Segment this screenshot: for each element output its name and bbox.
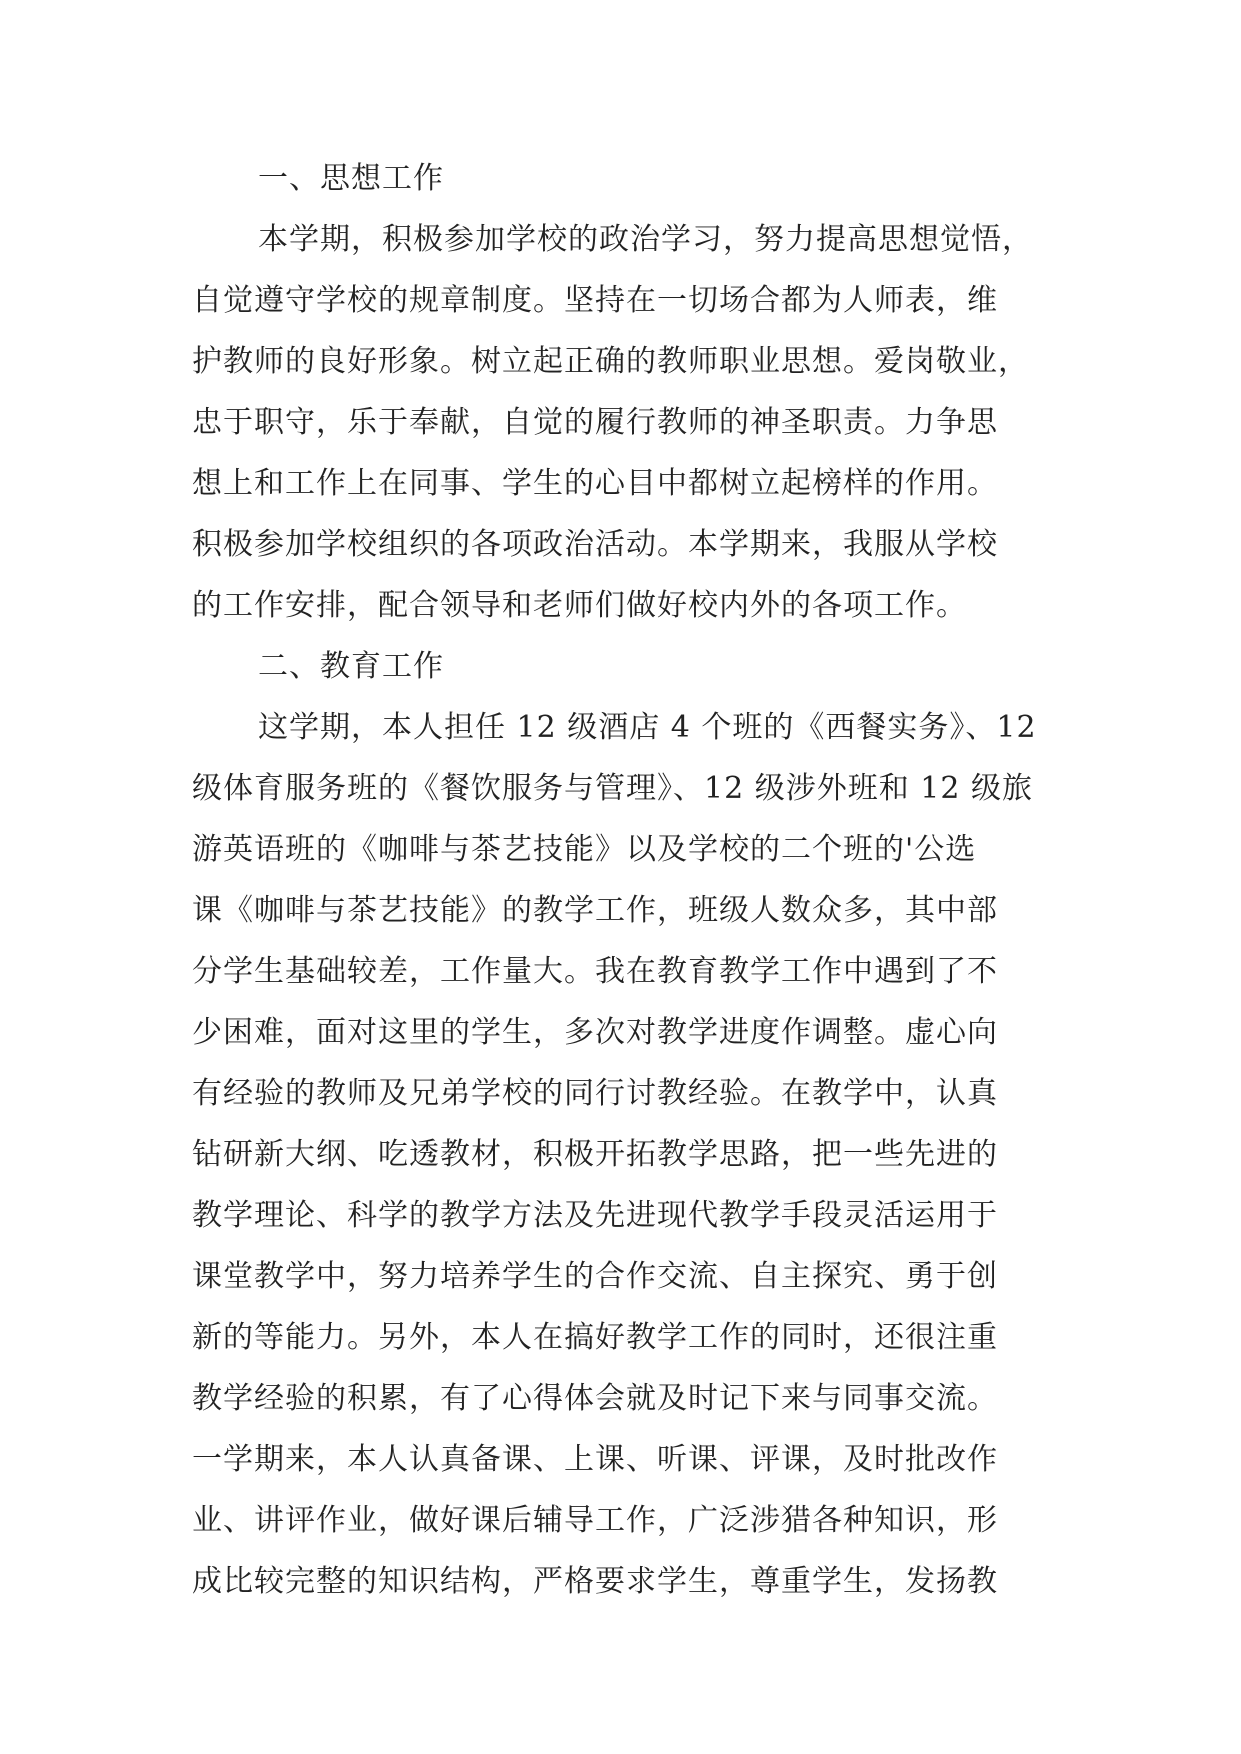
document-page <box>192 148 1052 1612</box>
paragraph-line: 有经验的教师及兄弟学校的同行讨教经验。在教学中，认真 <box>192 1076 998 1111</box>
paragraph-line: 想上和工作上在同事、学生的心目中都树立起榜样的作用。 <box>192 466 998 501</box>
paragraph-line: 业、讲评作业，做好课后辅导工作，广泛涉猎各种知识，形 <box>192 1503 998 1538</box>
section-heading: 二、教育工作 <box>258 649 444 684</box>
paragraph-line: 忠于职守，乐于奉献，自觉的履行教师的神圣职责。力争思 <box>192 405 998 440</box>
paragraph-line: 课堂教学中，努力培养学生的合作交流、自主探究、勇于创 <box>192 1259 998 1294</box>
paragraph-line: 少困难，面对这里的学生，多次对教学进度作调整。虚心向 <box>192 1015 998 1050</box>
paragraph-line: 本学期，积极参加学校的政治学习，努力提高思想觉悟， <box>258 222 1033 257</box>
paragraph-line: 一学期来，本人认真备课、上课、听课、评课，及时批改作 <box>192 1442 998 1477</box>
paragraph-line: 教学经验的积累，有了心得体会就及时记下来与同事交流。 <box>192 1381 998 1416</box>
paragraph-line: 钻研新大纲、吃透教材，积极开拓教学思路，把一些先进的 <box>192 1137 998 1172</box>
paragraph-line: 新的等能力。另外，本人在搞好教学工作的同时，还很注重 <box>192 1320 998 1355</box>
paragraph-line: 的工作安排，配合领导和老师们做好校内外的各项工作。 <box>192 588 967 623</box>
paragraph-line: 积极参加学校组织的各项政治活动。本学期来，我服从学校 <box>192 527 998 562</box>
paragraph-line: 自觉遵守学校的规章制度。坚持在一切场合都为人师表，维 <box>192 283 998 318</box>
paragraph-line: 这学期，本人担任 12 级酒店 4 个班的《西餐实务》、12 <box>258 710 1037 745</box>
paragraph-line: 教学理论、科学的教学方法及先进现代教学手段灵活运用于 <box>192 1198 998 1233</box>
section-heading: 一、思想工作 <box>258 161 444 196</box>
paragraph-line: 成比较完整的知识结构，严格要求学生，尊重学生，发扬教 <box>192 1564 998 1599</box>
paragraph-line: 课《咖啡与茶艺技能》的教学工作，班级人数众多，其中部 <box>192 893 998 928</box>
paragraph-line: 级体育服务班的《餐饮服务与管理》、12 级涉外班和 12 级旅 <box>192 771 1033 806</box>
paragraph-line: 护教师的良好形象。树立起正确的教师职业思想。爱岗敬业， <box>192 344 1029 379</box>
paragraph-line: 分学生基础较差，工作量大。我在教育教学工作中遇到了不 <box>192 954 998 989</box>
paragraph-line: 游英语班的《咖啡与茶艺技能》以及学校的二个班的'公选 <box>192 832 977 867</box>
